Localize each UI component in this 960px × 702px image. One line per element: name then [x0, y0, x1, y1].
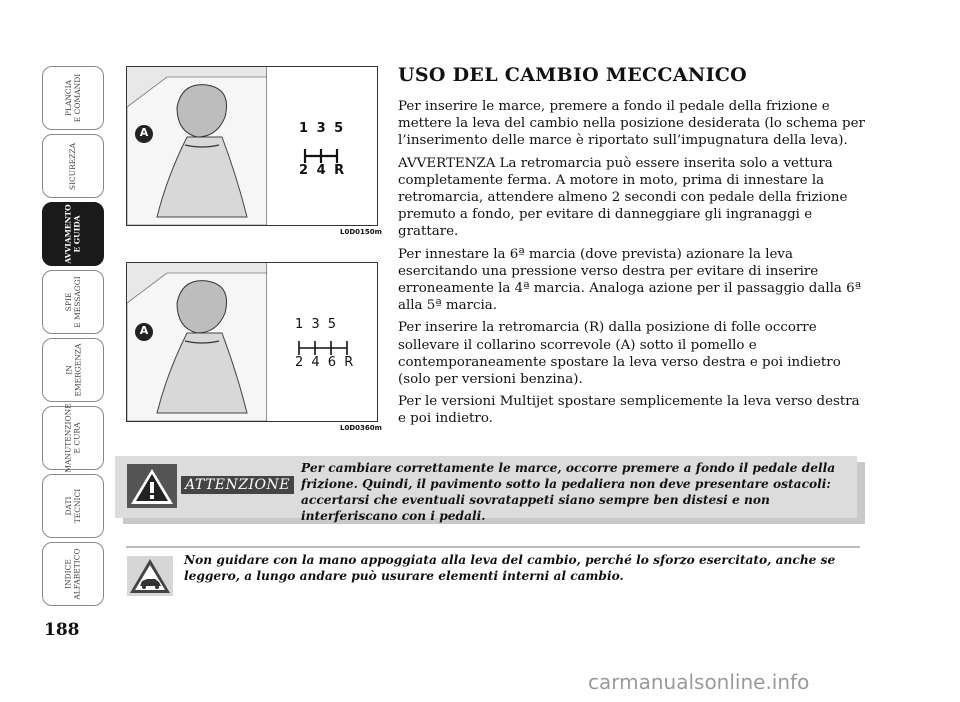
gear-pattern-bottom: 2 4 6 R — [295, 355, 356, 370]
tab-label-line2: E COMANDI — [72, 73, 82, 123]
tab-label-line1: SPIE — [64, 292, 73, 312]
car-warning-triangle-icon — [127, 556, 173, 596]
page-number: 188 — [44, 620, 80, 640]
tab-dati-tecnici[interactable] — [42, 474, 104, 538]
body-paragraph: Per inserire la retromarcia (R) dalla posizione di folle occorre sollevare il collarino scorrevole (A) sotto il pomello e contemporaneamente spostare la leva verso destra e poi indietro (solo per versioni benzina). — [398, 320, 841, 388]
tab-label-line1: PLANCIA — [63, 79, 73, 117]
tab-avviamento-guida[interactable] — [42, 202, 104, 266]
tab-label-line1: AVVIAMENTO — [63, 204, 73, 264]
figure-code-2: L0D0360m — [340, 424, 382, 432]
tab-label-line1: INDICE — [64, 559, 73, 589]
tab-label-line2: EMERGENZA — [73, 343, 82, 397]
tab-plancia-comandi[interactable] — [42, 66, 104, 130]
tab-manutenzione-cura[interactable] — [42, 403, 104, 473]
tab-sicurezza[interactable] — [42, 134, 104, 198]
gear-lever-figure-1 — [126, 66, 378, 226]
tab-label-line2: ALFABETICO — [73, 548, 82, 600]
watermark: carmanualsonline.info — [588, 670, 810, 694]
gear-lever-figure-2 — [126, 262, 378, 422]
tab-label-line2: E GUIDA — [72, 215, 82, 253]
tab-indice-alfabetico[interactable] — [42, 542, 104, 606]
body-paragraph: Per le versioni Multijet spostare semplicemente la leva verso destra e poi indietro. — [398, 394, 860, 427]
tab-label-line2: TECNICI — [72, 488, 82, 524]
gear-pattern-bottom: 2 4 R — [299, 163, 347, 178]
warning-triangle-icon — [127, 464, 177, 508]
figure-code-1: L0D0150m — [340, 228, 382, 236]
tab-label-line2: E MESSAGGI — [73, 276, 82, 328]
section-body — [398, 98, 868, 433]
note-text: Non guidare con la mano appoggiata alla leva del cambio, perché lo sforzo esercitato, anche se leggero, a lungo andare può usurare elementi interni al cambio. — [184, 553, 836, 583]
tab-label-line1: IN — [64, 365, 73, 375]
section-title: USO DEL CAMBIO MECCANICO — [398, 64, 748, 86]
tab-label-line1: MANUTENZIONE — [64, 403, 74, 473]
tab-label-line1: SICUREZZA — [68, 142, 78, 190]
tab-label-line2: E CURA — [73, 422, 83, 454]
callout-a-label: A — [139, 126, 149, 139]
body-paragraph: Per inserire le marce, premere a fondo il pedale della frizione e mettere la leva del cambio nella posizione desiderata (lo schema per l’inserimento delle marce è riportato sull’impugnatura della leva). — [398, 99, 865, 149]
callout-a-label: A — [139, 324, 149, 337]
warning-label: ATTENZIONE — [181, 476, 294, 494]
tab-label-line1: DATI — [63, 496, 73, 516]
tab-spie-messaggi[interactable] — [42, 270, 104, 334]
note-divider — [126, 546, 860, 548]
gear-pattern-top: 1 3 5 — [299, 121, 346, 136]
gear-pattern-top: 1 3 5 — [295, 317, 339, 332]
body-paragraph: AVVERTENZA La retromarcia può essere inserita solo a vettura completamente ferma. A motore in moto, prima di innestare la retromarcia, attendere almeno 2 secondi con pedale della frizione premuto a fondo, per evitare di danneggiare gli ingranaggi e grattare. — [398, 155, 848, 240]
warning-text: Per cambiare correttamente le marce, occorre premere a fondo il pedale della frizione. Quindi, il pavimento sotto la pedaliera non deve presentare ostacoli: accertarsi che eventuali sovratappeti siano sempre ben distesi e non interferiscano con i pedali. — [301, 461, 836, 523]
body-paragraph: Per innestare la 6ª marcia (dove prevista) azionare la leva esercitando una pressione verso destra per evitare di inserire erroneamente la 4ª marcia. Analoga azione per il passaggio dalla 6ª alla 5ª marcia. — [398, 246, 862, 314]
warning-box — [115, 456, 865, 524]
tab-emergenza[interactable] — [42, 338, 104, 402]
